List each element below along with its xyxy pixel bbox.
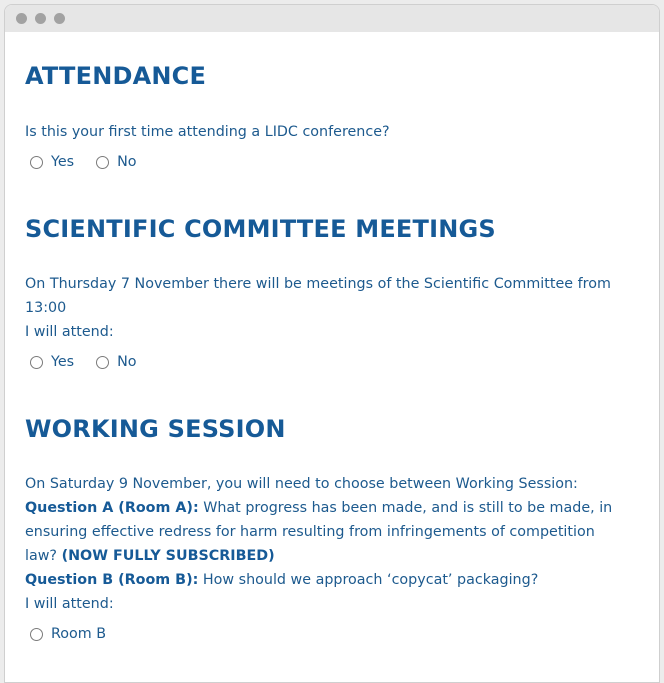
- radio-circle-icon[interactable]: [96, 356, 109, 369]
- working-intro: On Saturday 9 November, you will need to choose between Working Session:: [25, 476, 578, 492]
- committee-heading: SCIENTIFIC COMMITTEE MEETINGS: [25, 215, 496, 243]
- working-attend-label: I will attend:: [25, 596, 114, 612]
- option-label: Room B: [51, 626, 107, 642]
- committee-no-option[interactable]: [96, 354, 136, 370]
- room-b-option[interactable]: [30, 626, 106, 642]
- question-b-label: Question B (Room B):: [25, 572, 199, 588]
- attendance-radio-group: [30, 154, 159, 170]
- option-label: No: [117, 154, 137, 170]
- close-dot-icon[interactable]: [16, 13, 27, 24]
- question-a-line1: [25, 496, 645, 520]
- attendance-no-option[interactable]: [96, 154, 136, 170]
- committee-radio-group: [30, 354, 159, 370]
- question-a-text: What progress has been made, and is still to be made, in: [203, 500, 613, 516]
- minimize-dot-icon[interactable]: [35, 13, 46, 24]
- working-heading: WORKING SESSION: [25, 415, 286, 443]
- question-a-label: Question A (Room A):: [25, 500, 199, 516]
- question-a-text-end: law?: [25, 548, 58, 564]
- option-label: Yes: [51, 154, 75, 170]
- question-b-line: [25, 568, 645, 592]
- radio-circle-icon[interactable]: [30, 628, 43, 641]
- attendance-yes-option[interactable]: [30, 154, 74, 170]
- window-titlebar: [5, 5, 659, 32]
- radio-circle-icon[interactable]: [30, 356, 43, 369]
- question-b-text: How should we approach ‘copycat’ packaging?: [202, 572, 539, 588]
- committee-text-line2: 13:00: [25, 300, 67, 316]
- committee-text-line1: On Thursday 7 November there will be meetings of the Scientific Committee from: [25, 276, 611, 292]
- radio-circle-icon[interactable]: [30, 156, 43, 169]
- attendance-heading: ATTENDANCE: [25, 62, 207, 90]
- radio-circle-icon[interactable]: [96, 156, 109, 169]
- browser-window: [4, 4, 660, 683]
- question-a-line3: [25, 544, 645, 568]
- subscription-status: (NOW FULLY SUBSCRIBED): [61, 548, 275, 564]
- working-radio-group: [30, 626, 128, 642]
- attendance-question: Is this your first time attending a LIDC conference?: [25, 124, 390, 140]
- committee-attend-label: I will attend:: [25, 324, 114, 340]
- option-label: No: [117, 354, 137, 370]
- zoom-dot-icon[interactable]: [54, 13, 65, 24]
- committee-yes-option[interactable]: [30, 354, 74, 370]
- option-label: Yes: [51, 354, 75, 370]
- question-a-line2: ensuring effective redress for harm resulting from infringements of competition: [25, 524, 595, 540]
